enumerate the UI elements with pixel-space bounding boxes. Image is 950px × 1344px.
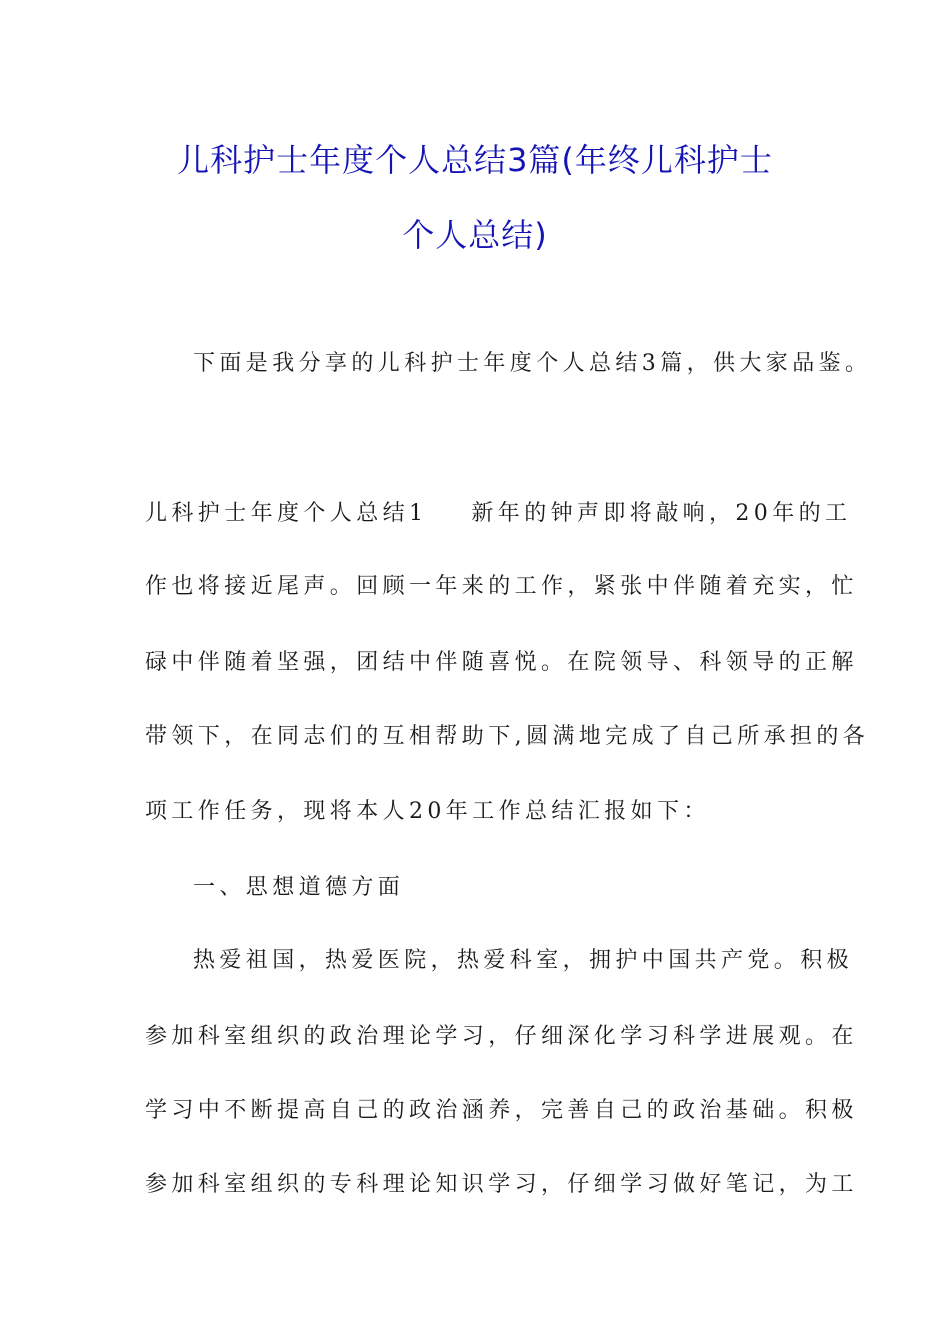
body-text-line: 作也将接近尾声。回顾一年来的工作，紧张中伴随着充实，忙	[145, 574, 858, 599]
body-text-line: 项工作任务，现将本人20年工作总结汇报如下：	[145, 799, 710, 824]
body-text-line: 新年的钟声即将敲响，20年的工	[471, 501, 852, 526]
body-text-line: 热爱祖国，热爱医院，热爱科室，拥护中国共产党。积极	[193, 948, 854, 973]
document-title-line-1: 儿科护士年度个人总结3篇(年终儿科护士	[177, 141, 773, 179]
subsection-heading: 一、思想道德方面	[193, 875, 405, 900]
section-1-first-line	[145, 496, 852, 527]
section-1-heading: 儿科护士年度个人总结1	[145, 501, 428, 526]
body-text-line: 带领下，在同志们的互相帮助下,圆满地完成了自己所承担的各	[145, 724, 870, 749]
document-title-line-2: 个人总结)	[402, 216, 548, 254]
body-text-line: 学习中不断提高自己的政治涵养，完善自己的政治基础。积极	[145, 1098, 858, 1123]
body-text-line: 碌中伴随着坚强，团结中伴随喜悦。在院领导、科领导的正解	[145, 650, 858, 675]
intro-paragraph: 下面是我分享的儿科护士年度个人总结3篇，供大家品鉴。	[193, 351, 872, 376]
body-text-line: 参加科室组织的专科理论知识学习，仔细学习做好笔记，为工	[145, 1172, 858, 1197]
body-text-line: 参加科室组织的政治理论学习，仔细深化学习科学进展观。在	[145, 1024, 858, 1049]
